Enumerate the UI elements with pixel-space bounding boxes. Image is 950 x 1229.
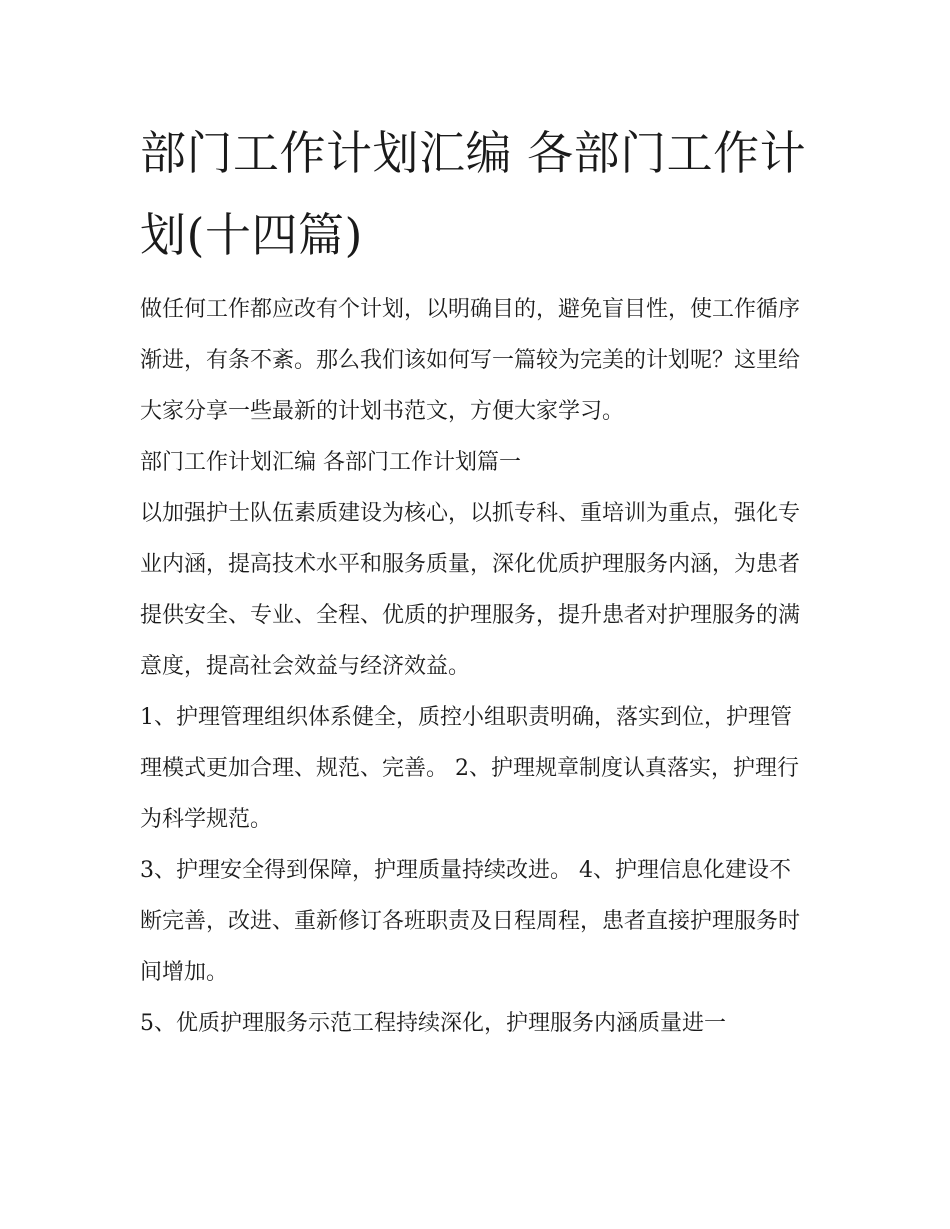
list-paragraph: 5、优质护理服务示范工程持续深化，护理服务内涵质量进一 bbox=[140, 1011, 726, 1036]
document-title: 部门工作计划汇编 各部门工作计划(十四篇) bbox=[140, 126, 807, 262]
body-paragraph: 以加强护士队伍素质建设为核心，以抓专科、重培训为重点，强化专业内涵，提高技术水平和服务质量，深化优质护理服务内涵，为患者提供安全、专业、全程、优质的护理服务，提升患者对护理服务的满意度，提高社会效益与经济效益。 bbox=[140, 501, 801, 679]
list-paragraph: 3、护理安全得到保障，护理质量持续改进。 4、护理信息化建设不断完善，改进、重新修订各班职责及日程周程，患者直接护理服务时间增加。 bbox=[140, 858, 801, 985]
intro-paragraph: 做任何工作都应改有个计划，以明确目的，避免盲目性，使工作循序渐进，有条不紊。那么我们该如何写一篇较为完美的计划呢？这里给大家分享一些最新的计划书范文，方便大家学习。 bbox=[140, 297, 801, 424]
section-heading: 部门工作计划汇编 各部门工作计划篇一 bbox=[140, 450, 521, 475]
list-paragraph: 1、护理管理组织体系健全，质控小组职责明确，落实到位，护理管理模式更加合理、规范、完善。 2、护理规章制度认真落实，护理行为科学规范。 bbox=[140, 705, 799, 832]
document-page bbox=[140, 112, 812, 1049]
